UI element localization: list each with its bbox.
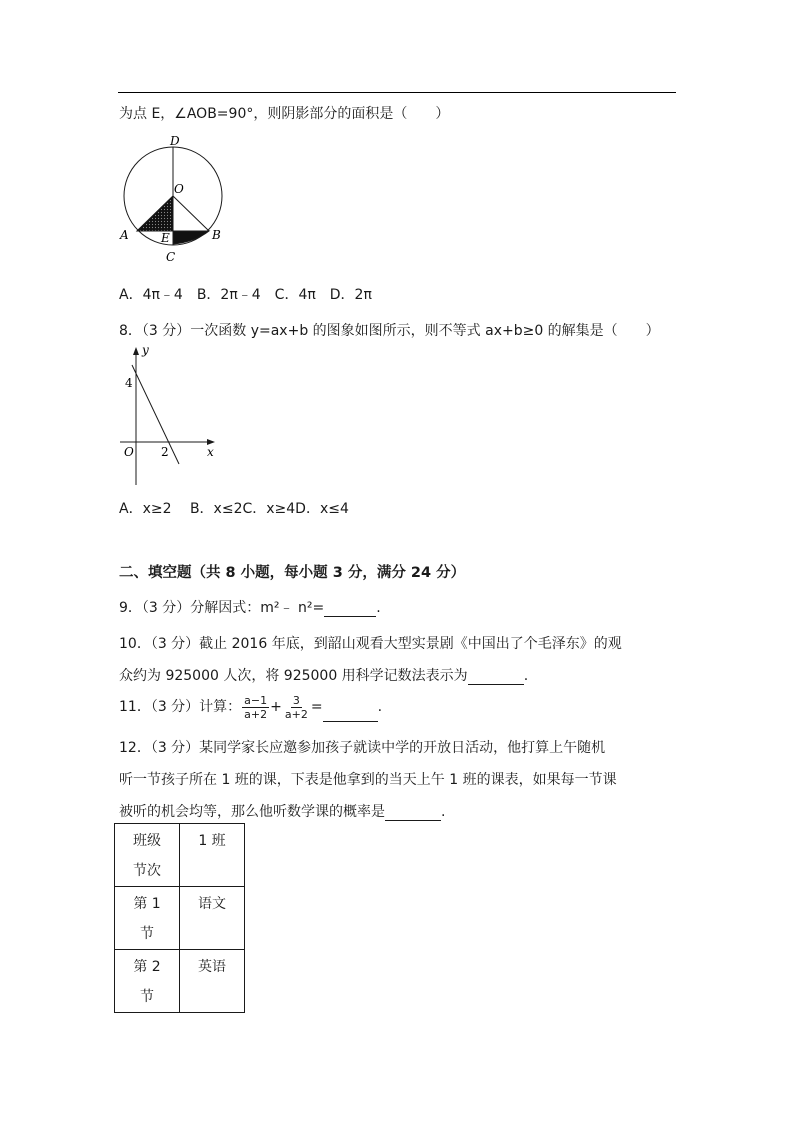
q12-line3: [119, 801, 445, 821]
section-title: 二、填空题（共 8 小题，每小题 3 分，满分 24 分）: [119, 565, 466, 581]
q11-fraction-2: [283, 694, 310, 721]
y-intercept-label: 4: [125, 376, 133, 390]
table-row: [115, 950, 245, 1013]
subject-cell: 语文: [180, 887, 245, 950]
q9-end: .: [376, 600, 381, 616]
header-cell-period: 班级 节次: [115, 824, 180, 887]
q9-answer-blank[interactable]: [324, 600, 376, 617]
q8-stem: 8．（3 分）一次函数 y=ax+b 的图象如图所示，则不等式 ax+b≥0 的解集是（ ）: [119, 323, 660, 339]
q11-fraction-1: [242, 694, 269, 721]
header-rule: [118, 92, 676, 93]
y-axis-label: y: [142, 343, 149, 357]
header-cell-class: 1 班: [180, 824, 245, 887]
q10-end: .: [523, 668, 529, 684]
schedule-table: [114, 823, 245, 1013]
label-O: O: [174, 182, 184, 196]
q11-equals: =: [310, 699, 323, 715]
q11-prefix: 11．（3 分）计算：: [119, 699, 242, 715]
q11-answer-blank[interactable]: [323, 693, 378, 722]
frac1-numerator: a−1: [244, 693, 268, 707]
period-cell: 第 1 节: [115, 887, 180, 950]
q10-line1: 10．（3 分）截止 2016 年底，到韶山观看大型实景剧《中国出了个毛泽东》的观: [119, 636, 622, 652]
origin-label: O: [124, 445, 134, 459]
q10-line2: [119, 665, 528, 685]
table-row: [115, 887, 245, 950]
q8-options: A．x≥2 B．x≤2C．x≥4D．x≤4: [119, 501, 349, 517]
q12-answer-blank[interactable]: [385, 804, 441, 821]
table-header-row: [115, 824, 245, 887]
label-A: A: [120, 228, 129, 242]
q7-options: A．4π﹣4 B．2π﹣4 C．4π D．2π: [119, 287, 372, 303]
q9: [119, 597, 381, 617]
subject-cell: 英语: [180, 950, 245, 1013]
graph-line: [132, 365, 179, 464]
q8-line-graph: [115, 340, 225, 490]
frac1-denominator: a+2: [244, 707, 268, 721]
q10-answer-blank[interactable]: [468, 668, 524, 685]
q11-plus: +: [270, 699, 282, 715]
period-cell: 第 2 节: [115, 950, 180, 1013]
q9-text: 9．（3 分）分解因式：m²﹣ n²=: [119, 600, 325, 616]
q12-end: .: [441, 804, 446, 820]
q7-text: 为点 E，∠AOB=90°，则阴影部分的面积是（ ）: [119, 106, 450, 122]
label-B: B: [212, 228, 221, 242]
label-E: E: [161, 231, 170, 245]
x-axis-label: x: [207, 445, 214, 459]
q10-line2-text: 众约为 925000 人次，将 925000 用科学记数法表示为: [119, 668, 468, 684]
q7-shaded-triangle: [137, 196, 173, 231]
q7-circle-figure: [115, 130, 235, 266]
frac2-denominator: a+2: [284, 707, 308, 721]
x-intercept-label: 2: [161, 445, 169, 459]
q12-line1: 12．（3 分）某同学家长应邀参加孩子就读中学的开放日活动，他打算上午随机: [119, 740, 606, 756]
q11: [119, 693, 382, 722]
q12-line2: 听一节孩子所在 1 班的课，下表是他拿到的当天上午 1 班的课表，如果每一节课: [119, 772, 617, 788]
frac2-numerator: 3: [292, 693, 300, 707]
q11-end: .: [377, 699, 383, 715]
q12-line3-text: 被听的机会均等，那么他听数学课的概率是: [119, 804, 385, 820]
label-C: C: [166, 250, 176, 264]
label-D: D: [170, 134, 180, 148]
